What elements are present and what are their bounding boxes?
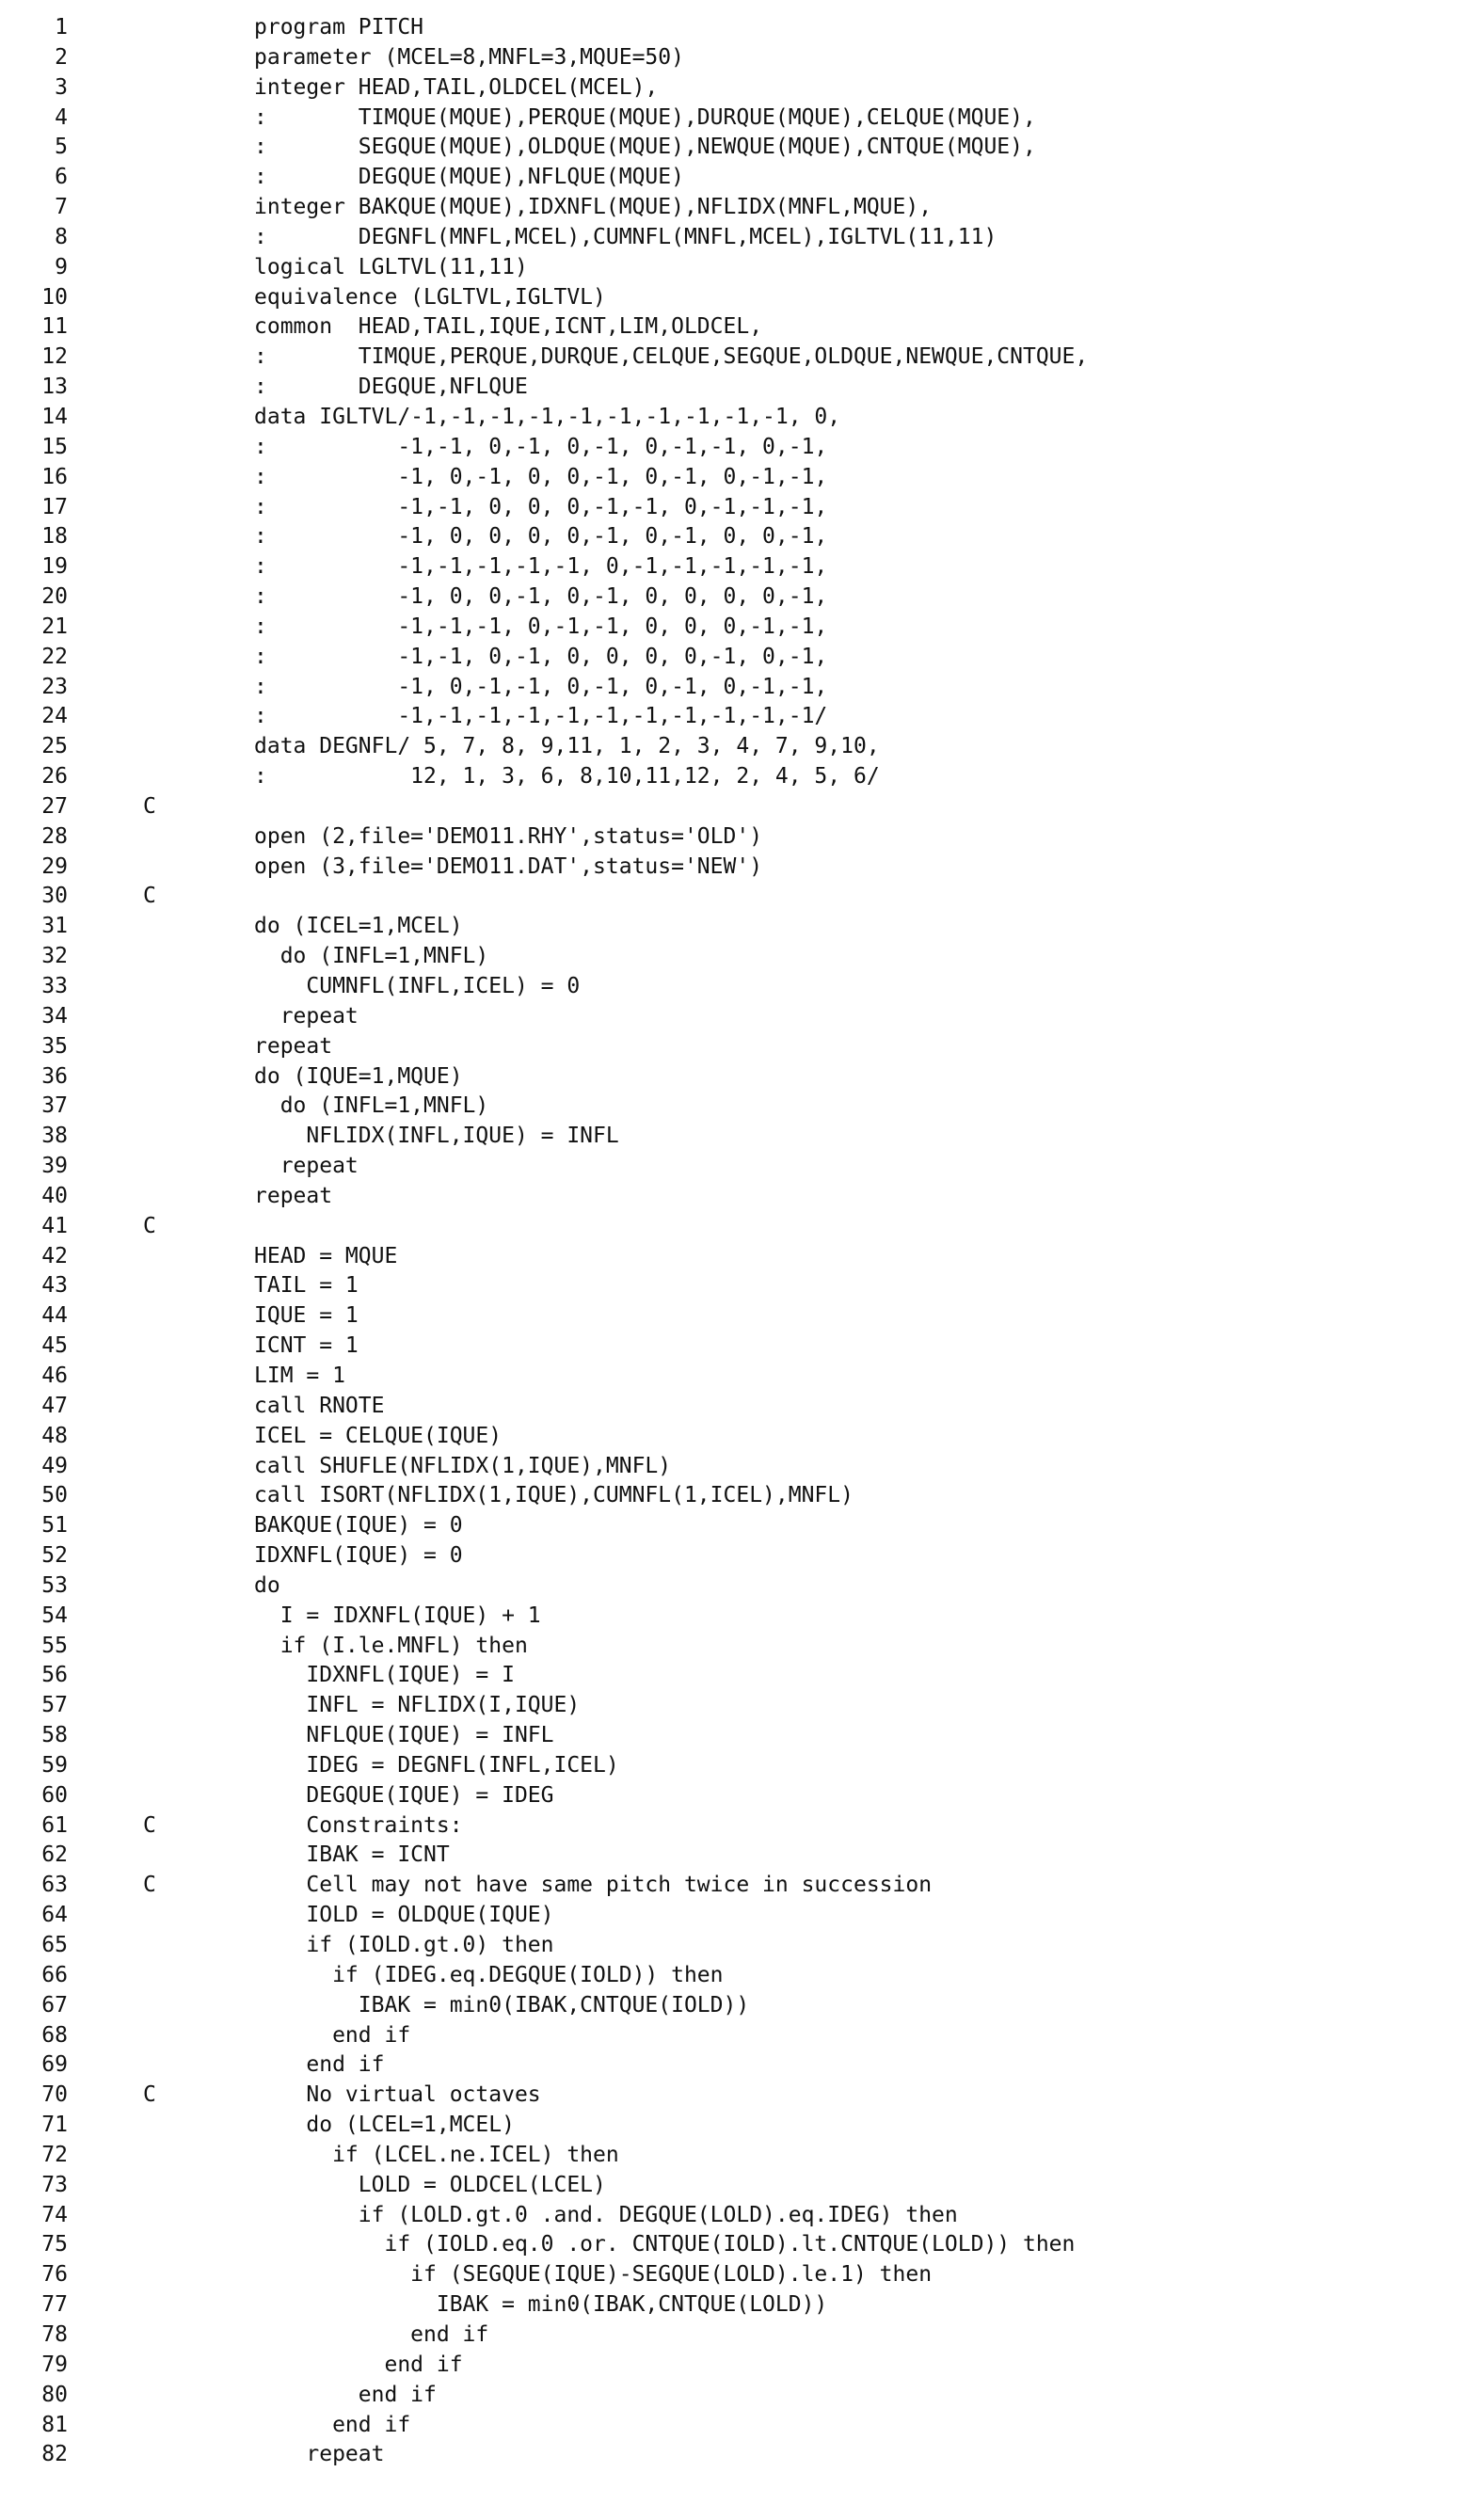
code-text: : -1,-1, 0,-1, 0, 0, 0, 0,-1, 0,-1, [254,644,828,669]
line-number: 17 [41,494,68,519]
line-number: 55 [41,1633,68,1658]
code-line [0,792,1468,822]
code-line [0,1602,1468,1632]
code-line [0,193,1468,223]
comment-marker: C [143,1812,156,1838]
code-line [0,1332,1468,1362]
code-text: : -1,-1,-1,-1,-1,-1,-1,-1,-1,-1,-1/ [254,704,828,729]
code-text: repeat [254,1003,359,1029]
code-text: end if [254,2352,463,2377]
code-text: No virtual octaves [254,2082,541,2108]
line-number: 39 [41,1154,68,1179]
code-text: repeat [254,1183,333,1208]
code-text: end if [254,2382,437,2407]
code-text: LIM = 1 [254,1363,345,1388]
code-line [0,1632,1468,1662]
code-line [0,163,1468,193]
line-number: 28 [41,823,68,849]
code-text: repeat [254,2442,385,2467]
code-line [0,1182,1468,1212]
code-text: : -1,-1, 0, 0, 0,-1,-1, 0,-1,-1,-1, [254,494,828,519]
code-text: do (ICEL=1,MCEL) [254,914,463,939]
code-text: BAKQUE(IQUE) = 0 [254,1513,463,1539]
code-line [0,493,1468,523]
line-number: 16 [41,464,68,489]
code-text: program PITCH [254,15,424,40]
line-number: 15 [41,434,68,459]
code-text: call ISORT(NFLIDX(1,IQUE),CUMNFL(1,ICEL),MNFL) [254,1483,854,1508]
code-text: logical LGLTVL(11,11) [254,254,528,279]
line-number: 65 [41,1933,68,1957]
comment-marker: C [143,884,156,909]
code-line [0,43,1468,73]
code-text: : TIMQUE,PERQUE,DURQUE,CELQUE,SEGQUE,OLDQUE,NEWQUE,CNTQUE, [254,344,1089,370]
code-line [0,1571,1468,1602]
code-text: NFLIDX(INFL,IQUE) = INFL [254,1124,619,1149]
code-text: repeat [254,1033,333,1059]
line-number: 81 [41,2412,68,2437]
code-text: if (IOLD.eq.0 .or. CNTQUE(IOLD).lt.CNTQUE(LOLD)) then [254,2232,1076,2257]
code-line [0,2171,1468,2201]
code-line [0,1362,1468,1392]
code-text: IDXNFL(IQUE) = I [254,1663,515,1688]
line-number: 1 [55,15,68,40]
code-text: do (INFL=1,MNFL) [254,1093,489,1119]
code-text: integer BAKQUE(MQUE),IDXNFL(MQUE),NFLIDX(MNFL,MQUE), [254,195,933,220]
line-number: 66 [41,1962,68,1987]
code-text: I = IDXNFL(IQUE) + 1 [254,1603,541,1628]
comment-marker: C [143,2082,156,2108]
line-number: 20 [41,584,68,610]
code-line [0,133,1468,163]
line-number: 50 [41,1483,68,1508]
code-line [0,223,1468,253]
code-line [0,552,1468,582]
line-number: 3 [55,74,68,100]
code-text: : SEGQUE(MQUE),OLDQUE(MQUE),NEWQUE(MQUE),CNTQUE(MQUE), [254,135,1036,160]
line-number: 34 [41,1003,68,1029]
code-line [0,1092,1468,1122]
code-text: : -1, 0,-1, 0, 0,-1, 0,-1, 0,-1,-1, [254,464,828,489]
code-line [0,882,1468,912]
code-line [0,403,1468,433]
code-line [0,1392,1468,1422]
code-line [0,822,1468,853]
code-text: : -1,-1,-1,-1,-1, 0,-1,-1,-1,-1,-1, [254,554,828,580]
code-text: : DEGNFL(MNFL,MCEL),CUMNFL(MNFL,MCEL),IGLTVL(11,11) [254,224,997,249]
code-text: data IGLTVL/-1,-1,-1,-1,-1,-1,-1,-1,-1,-1, 0, [254,404,841,429]
code-line [0,433,1468,463]
line-number: 40 [41,1183,68,1208]
line-number: 51 [41,1513,68,1539]
code-line [0,1422,1468,1452]
line-number: 6 [55,165,68,190]
comment-marker: C [143,1213,156,1238]
code-line [0,702,1468,732]
code-text: end if [254,2412,411,2437]
code-text: : -1, 0,-1,-1, 0,-1, 0,-1, 0,-1,-1, [254,674,828,699]
line-number: 4 [55,104,68,130]
line-number: 59 [41,1752,68,1778]
code-line [0,1811,1468,1842]
code-line [0,373,1468,403]
code-text: repeat [254,1154,359,1179]
code-line [0,1991,1468,2021]
code-line [0,673,1468,703]
line-number: 78 [41,2321,68,2347]
line-number: 22 [41,644,68,669]
line-number: 79 [41,2352,68,2377]
code-text: INFL = NFLIDX(I,IQUE) [254,1693,581,1718]
code-line [0,2290,1468,2321]
line-number: 45 [41,1333,68,1359]
code-line [0,1032,1468,1062]
code-text: IBAK = min0(IBAK,CNTQUE(LOLD)) [254,2292,828,2318]
line-number: 9 [55,254,68,279]
line-number: 70 [41,2082,68,2108]
line-number: 67 [41,1992,68,2018]
code-text: : -1, 0, 0, 0, 0,-1, 0,-1, 0, 0,-1, [254,524,828,550]
line-number: 82 [41,2442,68,2467]
comment-marker: C [143,793,156,819]
line-number: 29 [41,853,68,879]
code-text: IBAK = min0(IBAK,CNTQUE(IOLD)) [254,1992,750,2018]
line-number: 11 [41,314,68,340]
line-number: 62 [41,1842,68,1868]
code-text: NFLQUE(IQUE) = INFL [254,1723,554,1748]
line-number: 58 [41,1723,68,1748]
code-line [0,2201,1468,2231]
line-number: 76 [41,2262,68,2288]
line-number: 80 [41,2382,68,2407]
line-number: 56 [41,1663,68,1688]
code-line [0,463,1468,493]
code-line [0,1721,1468,1751]
line-number: 35 [41,1033,68,1059]
line-number: 10 [41,284,68,310]
code-line [0,1212,1468,1242]
code-text: IDXNFL(IQUE) = 0 [254,1543,463,1569]
code-text: call RNOTE [254,1393,385,1418]
line-number: 38 [41,1124,68,1149]
code-text: TAIL = 1 [254,1273,359,1299]
code-line [0,1841,1468,1871]
line-number: 43 [41,1273,68,1299]
line-number: 7 [55,195,68,220]
line-number: 12 [41,344,68,370]
code-text: equivalence (LGLTVL,IGLTVL) [254,284,606,310]
code-text: CUMNFL(INFL,ICEL) = 0 [254,974,581,998]
code-line [0,912,1468,942]
code-text: parameter (MCEL=8,MNFL=3,MQUE=50) [254,44,684,70]
code-text: Constraints: [254,1812,463,1838]
code-line [0,343,1468,373]
code-line [0,1301,1468,1332]
code-text: : DEGQUE,NFLQUE [254,375,528,400]
line-number: 68 [41,2022,68,2048]
code-line [0,732,1468,762]
code-text: open (3,file='DEMO11.DAT',status='NEW') [254,853,763,879]
line-number: 13 [41,375,68,400]
line-number: 57 [41,1693,68,1718]
code-text: ICNT = 1 [254,1333,359,1359]
code-line [0,1452,1468,1482]
code-text: Cell may not have same pitch twice in succession [254,1873,933,1898]
code-line [0,2050,1468,2081]
line-number: 5 [55,135,68,160]
code-text: do [254,1572,280,1598]
line-number: 26 [41,764,68,789]
code-line [0,1871,1468,1901]
code-line [0,762,1468,792]
line-number: 49 [41,1453,68,1478]
code-text: if (LCEL.ne.ICEL) then [254,2142,619,2167]
code-line [0,73,1468,104]
code-line [0,2351,1468,2381]
line-number: 8 [55,224,68,249]
code-text: : TIMQUE(MQUE),PERQUE(MQUE),DURQUE(MQUE),CELQUE(MQUE), [254,104,1036,130]
code-line [0,613,1468,643]
line-number: 69 [41,2052,68,2078]
line-number: 24 [41,704,68,729]
code-text: IBAK = ICNT [254,1842,450,1868]
code-text: data DEGNFL/ 5, 7, 8, 9,11, 1, 2, 3, 4, 7, 9,10, [254,734,880,759]
code-text: ICEL = CELQUE(IQUE) [254,1423,503,1448]
line-number: 64 [41,1903,68,1928]
code-text: if (IOLD.gt.0) then [254,1933,554,1957]
line-number: 73 [41,2172,68,2197]
line-number: 63 [41,1873,68,1898]
line-number: 54 [41,1603,68,1628]
code-text: DEGQUE(IQUE) = IDEG [254,1782,554,1808]
code-line [0,2440,1468,2470]
line-number: 14 [41,404,68,429]
code-text: : -1,-1,-1, 0,-1,-1, 0, 0, 0,-1,-1, [254,614,828,639]
code-line [0,853,1468,883]
line-number: 53 [41,1572,68,1598]
line-number: 21 [41,614,68,639]
code-text: : DEGQUE(MQUE),NFLQUE(MQUE) [254,165,684,190]
line-number: 25 [41,734,68,759]
line-number: 47 [41,1393,68,1418]
code-line [0,1002,1468,1032]
code-line [0,2141,1468,2171]
code-text: do (IQUE=1,MQUE) [254,1063,463,1089]
line-number: 71 [41,2113,68,2138]
code-text: end if [254,2321,489,2347]
line-number: 75 [41,2232,68,2257]
line-number: 60 [41,1782,68,1808]
code-line [0,582,1468,613]
code-line [0,942,1468,972]
code-text: if (IDEG.eq.DEGQUE(IOLD)) then [254,1962,724,1987]
code-text: integer HEAD,TAIL,OLDCEL(MCEL), [254,74,659,100]
code-line [0,253,1468,283]
code-text: do (INFL=1,MNFL) [254,944,489,969]
code-line [0,972,1468,1002]
line-number: 23 [41,674,68,699]
line-number: 37 [41,1093,68,1119]
code-line [0,522,1468,552]
line-number: 19 [41,554,68,580]
line-number: 74 [41,2202,68,2227]
code-line [0,1152,1468,1182]
code-line [0,643,1468,673]
code-line [0,1781,1468,1811]
code-text: do (LCEL=1,MCEL) [254,2113,515,2138]
code-line [0,1901,1468,1931]
code-text: LOLD = OLDCEL(LCEL) [254,2172,606,2197]
code-line [0,2081,1468,2111]
code-text: HEAD = MQUE [254,1243,398,1268]
code-line [0,2411,1468,2441]
code-line [0,104,1468,134]
code-text: open (2,file='DEMO11.RHY',status='OLD') [254,823,763,849]
line-number: 72 [41,2142,68,2167]
line-number: 33 [41,974,68,998]
code-line [0,1511,1468,1541]
code-line [0,1961,1468,1991]
line-number: 27 [41,793,68,819]
code-text: IQUE = 1 [254,1303,359,1329]
code-text: IOLD = OLDQUE(IQUE) [254,1903,554,1928]
code-line [0,2260,1468,2290]
code-line [0,283,1468,313]
code-line [0,1691,1468,1721]
code-text: : -1,-1, 0,-1, 0,-1, 0,-1,-1, 0,-1, [254,434,828,459]
code-line [0,2021,1468,2051]
code-line [0,2230,1468,2260]
code-line [0,13,1468,43]
code-text: end if [254,2052,385,2078]
line-number: 18 [41,524,68,550]
code-line [0,1122,1468,1152]
line-number: 52 [41,1543,68,1569]
line-number: 2 [55,44,68,70]
line-number: 30 [41,884,68,909]
line-number: 44 [41,1303,68,1329]
code-line [0,1242,1468,1272]
code-line [0,2321,1468,2351]
line-number: 77 [41,2292,68,2318]
code-text: : -1, 0, 0,-1, 0,-1, 0, 0, 0, 0,-1, [254,584,828,610]
code-text: if (I.le.MNFL) then [254,1633,528,1658]
line-number: 48 [41,1423,68,1448]
code-text: IDEG = DEGNFL(INFL,ICEL) [254,1752,619,1778]
line-number: 41 [41,1213,68,1238]
code-line [0,1931,1468,1961]
code-line [0,1541,1468,1571]
code-text: call SHUFLE(NFLIDX(1,IQUE),MNFL) [254,1453,672,1478]
line-number: 42 [41,1243,68,1268]
code-text: end if [254,2022,411,2048]
line-number: 32 [41,944,68,969]
line-number: 61 [41,1812,68,1838]
comment-marker: C [143,1873,156,1898]
code-text: if (SEGQUE(IQUE)-SEGQUE(LOLD).le.1) then [254,2262,933,2288]
line-number: 36 [41,1063,68,1089]
code-line [0,1661,1468,1691]
code-line [0,1271,1468,1301]
line-number: 31 [41,914,68,939]
code-text: if (LOLD.gt.0 .and. DEGQUE(LOLD).eq.IDEG) then [254,2202,958,2227]
code-line [0,2111,1468,2141]
code-listing [0,13,1468,2470]
line-number: 46 [41,1363,68,1388]
code-line [0,1751,1468,1781]
code-text: : 12, 1, 3, 6, 8,10,11,12, 2, 4, 5, 6/ [254,764,880,789]
code-line [0,1481,1468,1511]
code-text: common HEAD,TAIL,IQUE,ICNT,LIM,OLDCEL, [254,314,763,340]
code-line [0,312,1468,343]
code-line [0,2381,1468,2411]
code-line [0,1062,1468,1093]
